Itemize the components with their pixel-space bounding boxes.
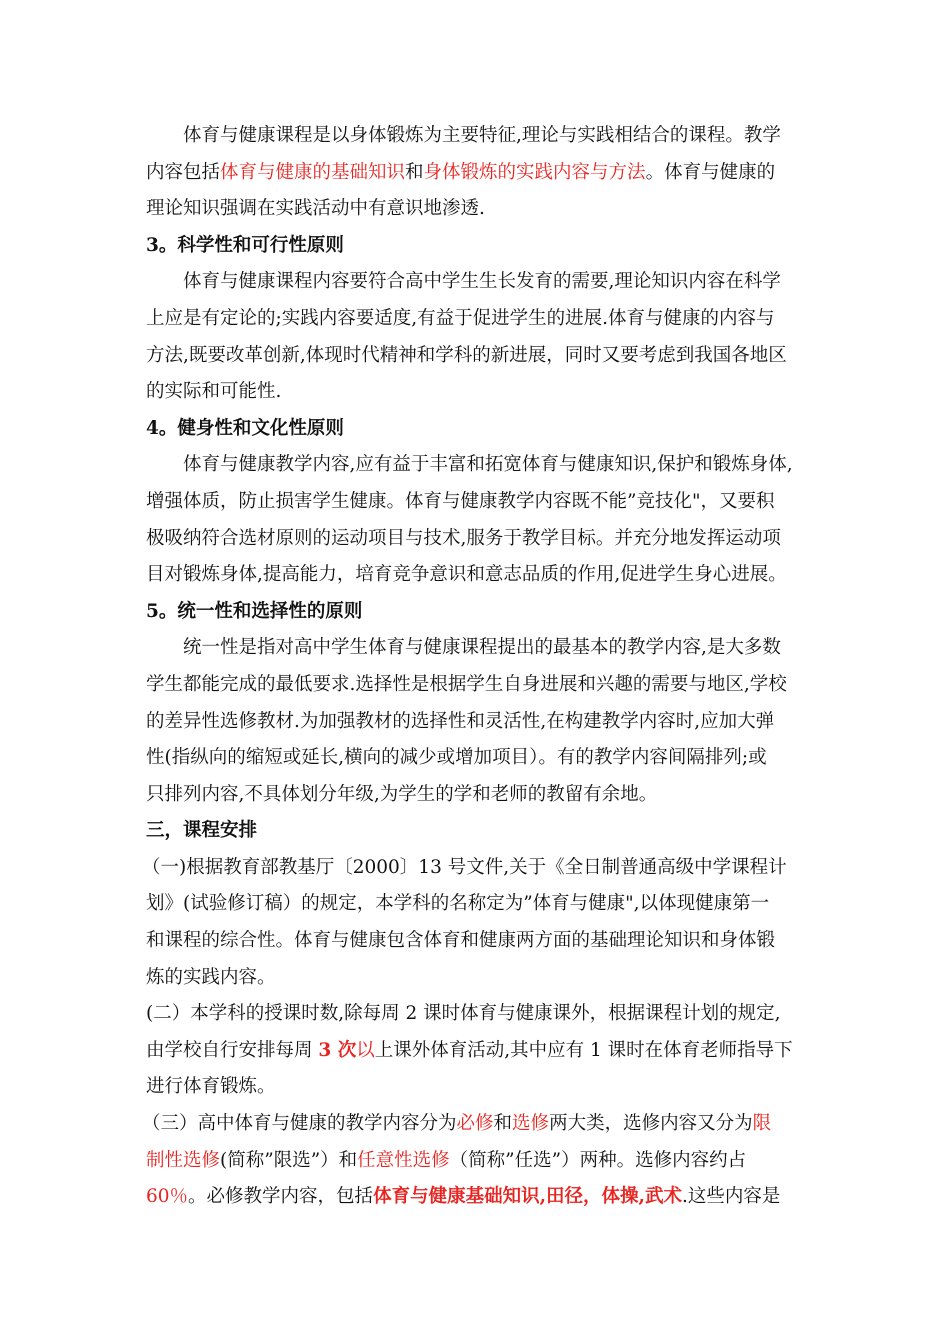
highlight-text: 选修 [512, 1113, 550, 1135]
paragraph-line [146, 1033, 806, 1070]
paragraph-line: 炼的实践内容。 [146, 966, 276, 988]
paragraph-line: 和课程的综合性。体育与健康包含体育和健康两方面的基础理论知识和身体锻 [146, 930, 776, 952]
paragraph-line: 性(指纵向的缩短或延长,横向的减少或增加项目）。有的教学内容间隔排列;或 [146, 747, 767, 769]
text-run: 内容包括 [146, 161, 221, 183]
text-run: 和 [405, 161, 424, 183]
highlight-text: 制性选修 [146, 1149, 221, 1171]
section-heading: 5。统一性和选择性的原则 [146, 600, 363, 622]
text-run: 由学校自行安排每周 [146, 1039, 319, 1061]
text-run: .这些内容是 [681, 1186, 781, 1208]
paragraph-line: 体育与健康课程是以身体锻炼为主要特征,理论与实践相结合的课程。教学 [183, 125, 781, 146]
paragraph-line: 增强体质，防止损害学生健康。体育与健康教学内容既不能”竞技化"，又要积 [146, 490, 775, 512]
section-heading: 三，课程安排 [146, 820, 258, 842]
paragraph-line [146, 1143, 806, 1180]
paragraph-line [146, 1179, 806, 1216]
text-run: 两大类，选修内容又分为 [549, 1113, 753, 1135]
text-run: （简称”任选”）两种。选修内容约占 [449, 1149, 747, 1171]
highlight-text: 体育与健康的基础知识 [220, 161, 406, 183]
paragraph-line: 的差异性选修教材.为加强教材的选择性和灵活性,在构建教学内容时,应加大弹 [146, 710, 775, 732]
document-page [142, 118, 806, 1216]
highlight-text: 身体锻炼的实践内容与方法 [423, 161, 646, 183]
section-heading: 4。健身性和文化性原则 [146, 417, 344, 439]
paragraph-line: 统一性是指对高中学生体育与健康课程提出的最基本的教学内容,是大多数 [183, 637, 781, 659]
highlight-text: 任意性选修 [357, 1149, 450, 1171]
paragraph-line: 方法,既要改革创新,体现时代精神和学科的新进展，同时又要考虑到我国各地区 [146, 344, 787, 366]
text-run: (简称”限选”）和 [220, 1149, 358, 1171]
highlight-text: 以 [356, 1039, 375, 1061]
paragraph-line: 进行体育锻炼。 [146, 1076, 276, 1098]
text-run: 。必修教学内容，包括 [188, 1186, 374, 1208]
highlight-text: 限 [752, 1113, 772, 1135]
paragraph-line: (二）本学科的授课时数,除每周 2 课时体育与健康课外，根据课程计划的规定, [146, 1003, 781, 1025]
text-run: 上课外体育活动,其中应有 1 课时在体育老师指导下 [374, 1039, 793, 1061]
text-run: 和 [493, 1113, 513, 1135]
paragraph-line: 划》(试验修订稿）的规定，本学科的名称定为”体育与健康",以体现健康第一 [146, 893, 770, 915]
paragraph-line: 极吸纳符合选材原则的运动项目与技术,服务于教学目标。并充分地发挥运动项 [146, 527, 781, 549]
highlight-text: 必修 [456, 1113, 494, 1135]
section-heading: 3。科学性和可行性原则 [146, 234, 344, 256]
paragraph-line: （一)根据教育部教基厅〔2000〕13 号文件,关于《全日制普通高级中学课程计 [142, 856, 787, 878]
highlight-text: 3 次 [318, 1039, 357, 1061]
paragraph-line: 学生都能完成的最低要求.选择性是根据学生自身进展和兴趣的需要与地区,学校 [146, 673, 787, 695]
highlight-text: 体育与健康基础知识,田径，体操,武术 [373, 1186, 682, 1208]
paragraph-line: 体育与健康课程内容要符合高中学生生长发育的需要,理论知识内容在科学 [183, 271, 781, 293]
paragraph-line [146, 155, 806, 192]
paragraph-line: 理论知识强调在实践活动中有意识地渗透. [146, 198, 485, 220]
highlight-text: 60％ [146, 1186, 189, 1208]
text-run: （三）高中体育与健康的教学内容分为 [142, 1113, 457, 1135]
paragraph-line: 上应是有定论的;实践内容要适度,有益于促进学生的进展.体育与健康的内容与 [146, 307, 775, 329]
paragraph-line: 目对锻炼身体,提高能力，培育竞争意识和意志品质的作用,促进学生身心进展。 [146, 564, 787, 586]
paragraph-line: 体育与健康教学内容,应有益于丰富和拓宽体育与健康知识,保护和锻炼身体, [183, 454, 793, 476]
paragraph-line [142, 1106, 806, 1143]
paragraph-line: 的实际和可能性. [146, 381, 282, 403]
paragraph-line: 只排列内容,不具体划分年级,为学生的学和老师的教留有余地。 [146, 783, 658, 805]
text-run: 。体育与健康的 [645, 161, 776, 183]
